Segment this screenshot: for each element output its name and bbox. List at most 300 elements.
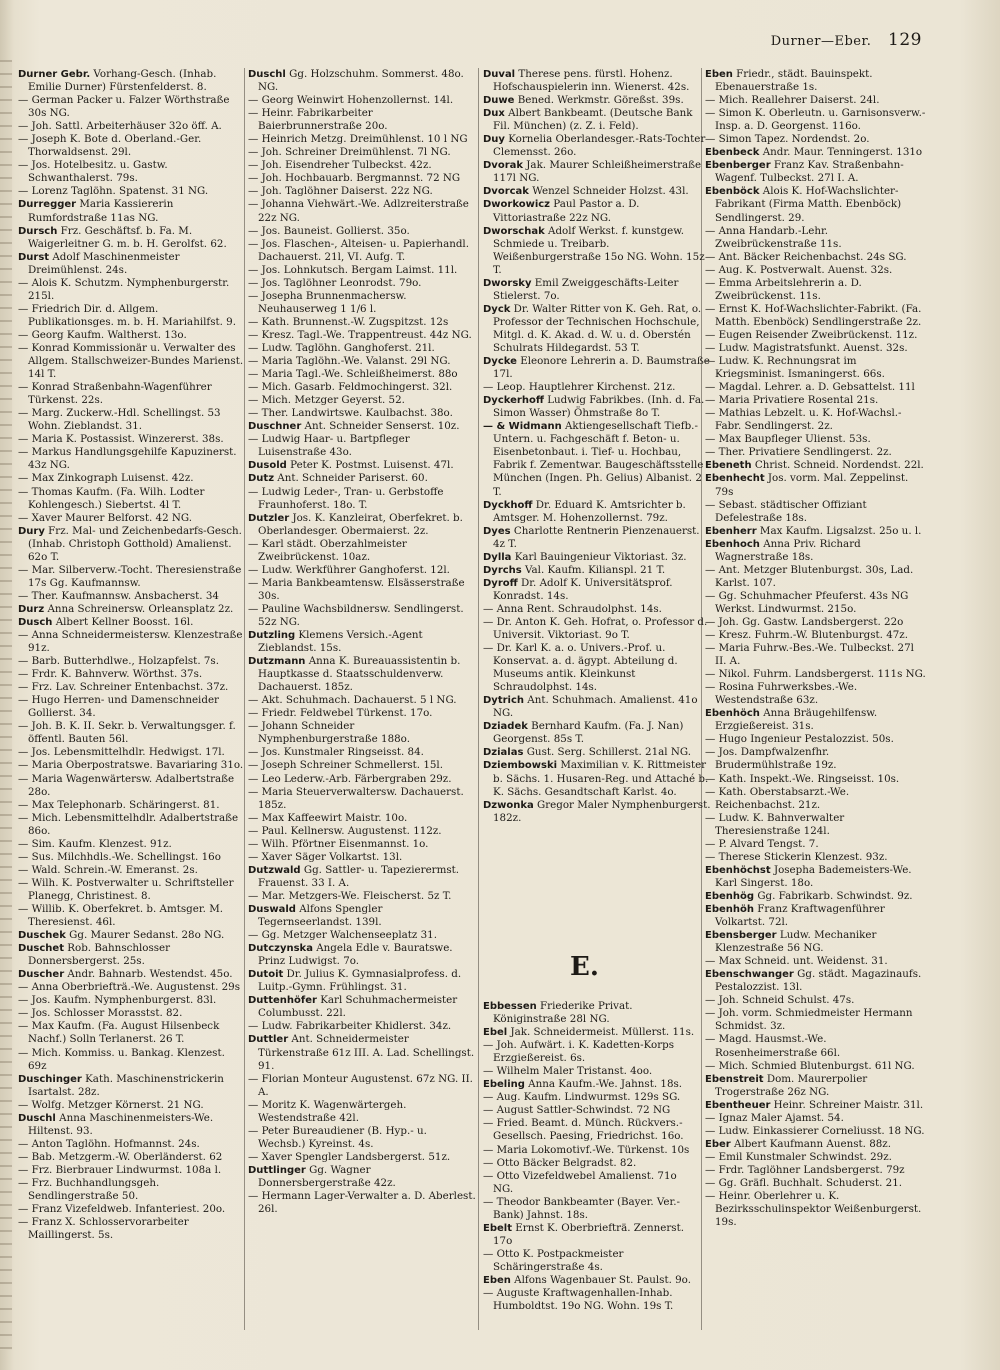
directory-entry [18, 1007, 246, 1020]
entry-details: — Thomas Kaufm. (Fa. Wilh. Lodter Kohlengesch.) Siebertst. 4l T. [18, 485, 205, 511]
entry-details: Karl Bauingenieur Viktoriast. 3z. [511, 550, 687, 563]
entry-surname: Dylla [483, 551, 512, 563]
entry-details: — Moritz K. Wagenwärtergeh. Westendstraße 42l. [248, 1098, 407, 1124]
directory-entry [18, 746, 246, 759]
directory-entry [705, 616, 927, 629]
entry-surname: Dutzwald [248, 864, 301, 876]
entry-surname: Ebenherr [705, 525, 757, 537]
running-head: Durner—Eber. [770, 34, 872, 49]
directory-entry [18, 668, 246, 681]
directory-entry [248, 1125, 476, 1151]
directory-entry [705, 1125, 927, 1138]
entry-details: — Mathias Lebzelt. u. K. Hof-Wachsl.-Fabr. Sendlingerst. 2z. [705, 407, 902, 433]
entry-details: — Kresz. Fuhrm.-W. Blutenburgst. 47z. [705, 629, 909, 642]
entry-details: Gg. Wagner Donnersbergerstraße 42z. [258, 1163, 396, 1189]
entry-details: — Hugo Ingenieur Pestalozzist. 50s. [705, 733, 894, 746]
directory-entry [18, 1047, 246, 1073]
column-rule [478, 68, 479, 1330]
entry-surname: Dyes [483, 525, 511, 537]
entry-details: — Frz. Lav. Schreiner Entenbachst. 37z. [18, 681, 229, 694]
entry-details: — Frz. Buchhandlungsgeh. Sendlingerstraße 50. [18, 1176, 160, 1203]
entry-details: Klemens Versich.-Agent Zieblandst. 15s. [258, 629, 423, 655]
entry-surname: Ebenschwanger [705, 969, 794, 981]
entry-details: — Dr. Karl K. a. o. Univers.-Prof. u. Konservat. a. d. ägypt. Abteilung d. Museums antik. Kleinkunst Schraudolphst. 14s. [483, 642, 678, 694]
directory-entry [248, 629, 476, 655]
entry-surname: — & Widmann [483, 421, 562, 433]
entry-details: — Mich. Gasarb. Feldmochingerst. 32l. [248, 381, 453, 394]
entry-details: Franz Kraftwagenführer Volkartst. 72l. [715, 903, 885, 929]
directory-entry [705, 329, 927, 342]
entry-details: — Barb. Butterhdlwe., Holzapfelst. 7s. [18, 655, 219, 668]
entry-surname: Duschinger [18, 1073, 82, 1085]
entry-details: — Jos. Hotelbesitz. u. Gastw. Schwanthalerst. 79s. [18, 159, 168, 185]
entry-details: — Pauline Wachsbildnersw. Sendlingerst. 52z NG. [248, 602, 464, 628]
directory-entry [18, 486, 246, 512]
entry-details: Jak. Schneidermeist. Müllerst. 11s. [507, 1026, 695, 1039]
directory-entry [705, 668, 927, 681]
directory-entry [18, 1216, 246, 1242]
directory-entry [483, 616, 711, 642]
entry-details: — Auguste Kraftwagenhallen-Inhab. Humboldtst. 19o NG. Wohn. 19s T. [483, 1287, 674, 1313]
directory-entry [705, 407, 927, 433]
entry-details: — Maria Fuhrw.-Bes.-We. Tulbeckst. 27l II. A. [705, 642, 914, 668]
directory-entry [483, 185, 711, 198]
entry-surname: Dux [483, 108, 505, 120]
entry-details: — Ludw. Werkführer Ganghoferst. 12l. [248, 563, 450, 576]
directory-entry [705, 146, 927, 159]
section-heading-e: E. [570, 952, 599, 982]
entry-details: — Nikol. Fuhrm. Landsbergerst. 111s NG. [705, 668, 926, 681]
entry-surname: Ebenhöchst [705, 864, 771, 876]
directory-entry [705, 629, 927, 642]
entry-details: — Ther. Landwirtswe. Kaulbachst. 38o. [248, 407, 453, 420]
entry-details: — Ludw. Taglöhn. Ganghoferst. 21l. [248, 341, 435, 354]
entry-surname: Dury [18, 525, 45, 537]
directory-entry [705, 1007, 927, 1033]
entry-details: Dr. Julius K. Gymnasialprofess. d. Luitp.-Gymn. Frühlingst. 31. [258, 968, 462, 994]
entry-details: — Ludw. Einkassierer Corneliusst. 18 NG. [705, 1124, 925, 1137]
directory-entry [705, 681, 927, 707]
entry-details: Alois K. Hof-Wachslichter-Fabrikant (Firma Matth. Ebenböck) Sendlingerst. 29. [715, 185, 902, 224]
entry-details: — Jos. Schlosser Morasstst. 82. [18, 1007, 183, 1020]
entry-details: Anna Bräugehilfensw. Erzgießereist. 31s. [715, 707, 878, 733]
entry-details: — Otto Vizefeldwebel Amalienst. 71o NG. [483, 1169, 677, 1195]
directory-entry [483, 94, 711, 107]
entry-details: — Friedrich Dir. d. Allgem. Publikationsges. m. b. H. Mariahilfst. 9. [18, 302, 237, 328]
entry-details: — Maria Bankbeamtensw. Elsässerstraße 30s. [248, 576, 465, 602]
entry-details: Gg. Fabrikarb. Schwindst. 9z. [754, 889, 913, 902]
entry-surname: Duval [483, 69, 516, 80]
entry-surname: Duttenhöfer [248, 995, 317, 1007]
directory-entry [18, 694, 246, 720]
entry-surname: Ebenhöch [705, 708, 760, 720]
directory-entry [705, 538, 927, 564]
entry-details: — Jos. Taglöhner Leonrodst. 79o. [248, 276, 422, 289]
directory-entry [705, 955, 927, 968]
directory-entry [483, 133, 711, 159]
directory-entry [483, 642, 711, 694]
entry-surname: Dvorak [483, 160, 524, 172]
column-4 [705, 68, 927, 1229]
directory-entry [705, 1177, 927, 1190]
entry-details: — Lorenz Taglöhn. Spatenst. 31 NG. [18, 185, 209, 198]
entry-details: — Hugo Herren- und Damenschneider Gollierst. 34. [18, 694, 219, 720]
entry-details: Eleonore Lehrerin a. D. Baumstraße 17l. [493, 355, 710, 381]
entry-details: — Ludwig Leder-, Tran- u. Gerbstoffe Fraunhoferst. 18o. T. [248, 485, 444, 511]
entry-details: — Gg. Gräfl. Buchhalt. Schuderst. 21. [705, 1176, 903, 1189]
entry-details: — Therese Stickerin Klenzest. 93z. [705, 850, 888, 863]
directory-entry [248, 342, 476, 355]
entry-surname: Duwe [483, 95, 515, 107]
directory-entry [248, 1190, 476, 1216]
directory-entry [18, 1112, 246, 1138]
page-number: 129 [888, 30, 922, 50]
entry-details: — Mich. Reallehrer Daiserst. 24l. [705, 94, 880, 107]
directory-entry [705, 968, 927, 994]
directory-entry [248, 890, 476, 903]
directory-entry [18, 616, 246, 629]
directory-entry [18, 277, 246, 303]
entry-details: — Konrad Straßenbahn-Wagenführer Türkenst. 22s. [18, 381, 212, 407]
entry-details: Franz Kav. Straßenbahn-Wagenf. Tulbeckst. 27l I. A. [715, 159, 904, 185]
entry-details: — Otto Bäcker Belgradst. 82. [483, 1156, 637, 1169]
entry-details: — German Packer u. Falzer Wörthstraße 30s NG. [18, 94, 230, 120]
entry-details: — Magdal. Lehrer. a. D. Gebsattelst. 11l [705, 381, 915, 394]
directory-entry [705, 94, 927, 107]
entry-details: — Max Zinkograph Luisenst. 42z. [18, 472, 194, 485]
entry-details: — Kresz. Tagl.-We. Trappentreust. 44z NG. [248, 328, 472, 341]
directory-entry [18, 303, 246, 329]
column-3 [483, 68, 711, 825]
directory-entry [248, 459, 476, 472]
entry-details: — Joseph Schreiner Schmellerst. 15l. [248, 759, 444, 772]
entry-surname: Ebenhecht [705, 473, 765, 485]
directory-entry [18, 225, 246, 251]
entry-details: — Alois K. Schutzm. Nymphenburgerstr. 215l. [18, 276, 230, 302]
directory-entry [18, 812, 246, 838]
directory-entry [18, 799, 246, 812]
entry-details: — Ant. Bäcker Reichenbachst. 24s SG. [705, 250, 907, 263]
directory-entry [483, 303, 711, 355]
directory-entry [248, 94, 476, 107]
directory-entry [18, 433, 246, 446]
entry-surname: Ebeneth [705, 460, 752, 472]
directory-entry [248, 277, 476, 290]
directory-entry [248, 68, 476, 94]
entry-details: — Ludw. Fabrikarbeiter Khidlerst. 34z. [248, 1020, 452, 1033]
directory-entry [705, 1164, 927, 1177]
entry-details: — Jos. Lohnkutsch. Bergam Laimst. 11l. [248, 263, 458, 276]
entry-details: Anna Maschinenmeisters-We. Hiltenst. 93. [28, 1111, 214, 1137]
entry-details: — Heinrich Metzg. Dreimühlenst. 10 l NG [248, 133, 468, 146]
entry-details: — Anna Handarb.-Lehr. Zweibrückenstraße 11s. [705, 224, 842, 250]
directory-entry [248, 133, 476, 146]
entry-surname: Durner Gebr. [18, 69, 91, 80]
directory-entry [705, 303, 927, 329]
directory-entry [18, 159, 246, 185]
entry-surname: Eber [705, 1138, 731, 1150]
entry-details: — Max Schneid. unt. Weidenst. 31. [705, 955, 888, 968]
entry-details: Anna Priv. Richard Wagnerstraße 18s. [715, 537, 861, 563]
directory-entry [705, 185, 927, 224]
entry-details: — Heinr. Fabrikarbeiter Baierbrunnerstraße 20o. [248, 107, 388, 133]
entry-surname: Dusold [248, 460, 287, 472]
directory-entry [248, 1164, 476, 1190]
entry-surname: Ebenhög [705, 890, 755, 902]
directory-entry [18, 1203, 246, 1216]
entry-surname: Ebensberger [705, 930, 777, 942]
directory-entry [483, 159, 711, 185]
entry-surname: Dzwonka [483, 799, 534, 811]
directory-entry [248, 316, 476, 329]
entry-details: Dr. Eduard K. Amtsrichter b. Amtsger. M. Hohenzollernst. 79z. [493, 498, 686, 524]
directory-entry [248, 172, 476, 185]
entry-details: — Frdr. Taglöhner Landsbergerst. 79z [705, 1163, 905, 1176]
directory-entry [18, 251, 246, 277]
entry-details: — Max Baupfleger Ulienst. 53s. [705, 433, 871, 446]
directory-entry [18, 381, 246, 407]
entry-details: — Joh. Eisendreher Tulbeckst. 42z. [248, 159, 432, 172]
entry-surname: Dvorcak [483, 186, 529, 198]
entry-details: Karl Schuhmachermeister Columbusst. 22l. [258, 994, 458, 1020]
directory-entry [705, 342, 927, 355]
entry-details: — Kath. Oberstabsarzt.-We. Reichenbachst. 21z. [705, 785, 850, 811]
directory-entry [248, 1020, 476, 1033]
directory-entry [483, 225, 711, 277]
directory-entry [18, 120, 246, 133]
entry-surname: Ebbessen [483, 1001, 537, 1012]
entry-details: — Johann Schneider Nymphenburgerstraße 188o. [248, 720, 410, 746]
directory-entry [18, 1099, 246, 1112]
directory-entry [18, 1073, 246, 1099]
entry-details: — Peter Bureaudiener (B. Hyp.- u. Wechsb.) Kyreinst. 4s. [248, 1124, 427, 1150]
directory-entry [248, 1099, 476, 1125]
entry-details: — Sebast. städtischer Offiziant Defelestraße 18s. [705, 498, 867, 524]
entry-details: Kornelia Oberlandesger.-Rats-Tochter Clemensst. 26o. [493, 133, 706, 159]
entry-surname: Dusch [18, 616, 53, 628]
directory-entry [18, 198, 246, 224]
entry-details: — Franz X. Schlosservorarbeiter Maillingerst. 5s. [18, 1216, 189, 1242]
directory-entry [248, 720, 476, 746]
directory-entry [705, 355, 927, 381]
entry-surname: Dziadek [483, 721, 528, 733]
entry-details: — Maria Tagl.-We. Schleißheimerst. 88o [248, 368, 458, 381]
entry-details: — Frdr. K. Bahnverw. Wörthst. 37s. [18, 668, 203, 681]
directory-entry [18, 981, 246, 994]
directory-entry [248, 968, 476, 994]
directory-entry [248, 159, 476, 172]
entry-details: — Joh. Gg. Gastw. Landsbergerst. 22o [705, 615, 904, 628]
directory-entry [705, 903, 927, 929]
entry-details: Josepha Bademeisters-We. Karl Singerst. 18o. [715, 863, 912, 889]
entry-surname: Ebeling [483, 1079, 525, 1091]
entry-details: — Kath. Brunnenst.-W. Zugspitzst. 12s [248, 315, 449, 328]
entry-surname: Dyckhoff [483, 499, 533, 511]
directory-entry [18, 603, 246, 616]
entry-details: Friederike Privat. Königinstraße 28l NG. [493, 1000, 633, 1026]
entry-details: — Marg. Zuckerw.-Hdl. Schellingst. 53 Wohn. Zieblandst. 31. [18, 407, 221, 433]
entry-details: Maria Kassiererin Rumfordstraße 11as NG. [28, 198, 174, 224]
entry-details: Albert Kaufmann Auenst. 88z. [730, 1137, 891, 1150]
entry-details: Adolf Maschinenmeister Dreimühlenst. 24s. [28, 250, 180, 276]
entry-details: — Mich. Lebensmittelhdlr. Adalbertstraße 86o. [18, 811, 239, 837]
entry-details: Dr. Adolf K. Universitätsprof. Konradst. 14s. [493, 576, 673, 602]
directory-entry [18, 525, 246, 564]
entry-details: Christ. Schneid. Nordendst. 22l. [751, 459, 924, 472]
entry-surname: Dutzmann [248, 656, 306, 668]
entry-details: — Wilhelm Maler Tristanst. 4oo. [483, 1065, 653, 1078]
entry-details: Ant. Schuhmach. Amalienst. 41o NG. [493, 694, 698, 720]
directory-entry [248, 903, 476, 929]
directory-entry [483, 1104, 698, 1117]
entry-details: Wenzel Schneider Holzst. 43l. [528, 185, 689, 198]
directory-entry [705, 1151, 927, 1164]
entry-details: Maximilian v. K. Rittmeister b. Sächs. 1. Husaren-Reg. und Attaché b. K. Sächs. Gesandtschaft Karlst. 4o. [493, 759, 709, 798]
entry-details: Andr. Maur. Tenningerst. 131o [759, 146, 923, 159]
entry-details: — Emma Arbeitslehrerin a. D. Zweibrückenst. 11s. [705, 276, 862, 302]
entry-details: — Hermann Lager-Verwalter a. D. Aberlest. 26l. [248, 1190, 476, 1216]
directory-entry [705, 838, 927, 851]
directory-entry [483, 759, 711, 798]
directory-entry [483, 1065, 698, 1078]
directory-entry [248, 146, 476, 159]
entry-details: — Joh. B. K. II. Sekr. b. Verwaltungsger. f. öffentl. Bauten 56l. [18, 720, 236, 746]
binding-edge [0, 60, 12, 1350]
entry-surname: Ebentheuer [705, 1099, 771, 1111]
entry-surname: Duttlinger [248, 1164, 306, 1176]
directory-entry [18, 94, 246, 120]
directory-entry [705, 472, 927, 498]
directory-entry [483, 394, 711, 420]
entry-details: — Ludw. Magistratsfunkt. Auenst. 32s. [705, 341, 908, 354]
entry-details: — Karl städt. Oberzahlmeister Zweibrückenst. 10az. [248, 537, 407, 563]
entry-details: — Joh. Taglöhner Daiserst. 22z NG. [248, 185, 433, 198]
directory-entry [705, 107, 927, 133]
directory-entry [248, 773, 476, 786]
directory-entry [248, 433, 476, 459]
entry-details: Andr. Bahnarb. Westendst. 45o. [64, 968, 233, 981]
directory-entry [248, 381, 476, 394]
entry-surname: Dutczynska [248, 943, 313, 955]
directory-entry [18, 903, 246, 929]
directory-entry [483, 198, 711, 224]
entry-details: Gg. Holzschuhm. Sommerst. 48o. NG. [258, 68, 464, 94]
directory-entry [248, 707, 476, 720]
directory-entry [18, 564, 246, 590]
entry-surname: Duschner [248, 421, 302, 433]
entry-details: — Frz. Bierbrauer Lindwurmst. 108a l. [18, 1163, 222, 1176]
entry-details: Charlotte Rentnerin Pienzenauerst. 4z T. [493, 524, 700, 550]
directory-entry [483, 603, 711, 616]
directory-entry [705, 499, 927, 525]
entry-details: Bernhard Kaufm. (Fa. J. Nan) Georgenst. 85s T. [493, 720, 684, 746]
directory-entry [483, 1117, 698, 1143]
entry-details: Jos. K. Kanzleirat, Oberfekret. b. Oberlandesger. Obermaierst. 2z. [258, 511, 463, 537]
entry-surname: Dutz [248, 473, 275, 485]
entry-details: — Georg Weinwirt Hohenzollernst. 14l. [248, 94, 454, 107]
entry-details: Heinr. Schreiner Maistr. 31l. [770, 1098, 924, 1111]
entry-details: — Sus. Milchhdls.-We. Schellingst. 16o [18, 850, 221, 863]
directory-entry [18, 185, 246, 198]
entry-details: Gg. Sattler- u. Tapezierermst. Frauenst. 33 I. A. [258, 863, 460, 889]
directory-entry [18, 1177, 246, 1203]
directory-entry [705, 1138, 927, 1151]
directory-entry [483, 107, 711, 133]
directory-entry [705, 159, 927, 185]
entry-details: Bened. Werkmstr. Göreßst. 39s. [514, 94, 684, 107]
entry-details: Val. Kaufm. Kilianspl. 21 T. [521, 563, 666, 576]
directory-entry [248, 694, 476, 707]
entry-details: — Bab. Metzgerm.-W. Oberländerst. 62 [18, 1150, 223, 1163]
directory-entry [18, 590, 246, 603]
directory-entry [18, 329, 246, 342]
entry-details: Frz. Geschäftsf. b. Fa. M. Waigerleitner G. m. b. H. Gerolfst. 62. [28, 224, 227, 250]
directory-entry [248, 355, 476, 368]
directory-entry [248, 394, 476, 407]
section-e-entries [483, 1000, 698, 1313]
entry-details: — Ther. Kaufmannsw. Ansbacherst. 34 [18, 589, 219, 602]
directory-entry [248, 238, 476, 264]
entry-details: — Wilh. Pförtner Eisenmannst. 1o. [248, 837, 429, 850]
entry-details: Dr. Walter Ritter von K. Geh. Rat, o. Professor der Technischen Hochschule, Mitgl. d. K. Akad. d. W. u. d. Oberstén Schulrats Hildegardst. 53 T. [493, 302, 702, 354]
directory-entry [18, 720, 246, 746]
entry-details: — Maria Taglöhn.-We. Valanst. 29l NG. [248, 355, 451, 368]
directory-entry [248, 786, 476, 812]
entry-details: — Anna Schneidermeistersw. Klenzestraße 91z. [18, 629, 243, 655]
directory-entry [705, 812, 927, 838]
directory-entry [248, 225, 476, 238]
directory-entry [705, 277, 927, 303]
directory-entry [18, 773, 246, 799]
entry-details: — Ther. Privatiere Sendlingerst. 2z. [705, 446, 892, 459]
entry-details: Ludwig Fabrikbes. (Inh. d. Fa. Simon Wasser) Öhmstraße 8o T. [493, 394, 705, 420]
directory-entry [18, 759, 246, 772]
entry-surname: Dutoit [248, 969, 284, 981]
entry-details: Gust. Serg. Schillerst. 21al NG. [523, 746, 692, 759]
entry-surname: Eben [705, 69, 733, 80]
entry-details: — Maria Oberpostratswe. Bavariaring 31o. [18, 759, 244, 772]
directory-entry [248, 1073, 476, 1099]
directory-entry [483, 746, 711, 759]
directory-entry [248, 185, 476, 198]
entry-details: Anna Schreinersw. Orleansplatz 2z. [44, 602, 234, 615]
directory-entry [705, 564, 927, 590]
directory-entry [483, 564, 711, 577]
entry-details: Paul Pastor a. D. Vittoriastraße 22z NG. [493, 198, 640, 224]
entry-details: Aktiengesellschaft Tiefb.-Untern. u. Fachgeschäft f. Beton- u. Eisenbetonbaut. i. Tief- u. Hochbau, Fabrik f. Zementwar. Baugeschäftsstelle München (Ingen. Ph. Gelius) Albanist. 2 T. [493, 420, 704, 498]
entry-details: — Leo Lederw.-Arb. Färbergraben 29z. [248, 772, 452, 785]
entry-surname: Duscher [18, 969, 65, 981]
entry-details: — Joh. Schreiner Dreimühlenst. 7l NG. [248, 146, 451, 159]
entry-details: — Jos. Lebensmittelhdlr. Hedwigst. 17l. [18, 746, 225, 759]
entry-details: — Joh. Schneid Schulst. 47s. [705, 994, 855, 1007]
directory-entry [18, 942, 246, 968]
entry-details: — Magd. Hausmst.-We. Rosenheimerstraße 66l. [705, 1033, 841, 1059]
entry-surname: Eben [483, 1274, 511, 1286]
directory-entry [18, 472, 246, 485]
entry-surname: Dyck [483, 303, 511, 315]
entry-details: — Mich. Kommiss. u. Bankag. Klenzest. 69z [18, 1046, 225, 1072]
entry-details: — Jos. Bauneist. Gollierst. 35o. [248, 224, 410, 237]
directory-entry [248, 368, 476, 381]
entry-details: — Joh. Aufwärt. i. K. Kadetten-Korps Erzgießereist. 6s. [483, 1039, 675, 1065]
entry-details: Rob. Bahnschlosser Donnersbergerst. 25s. [28, 942, 171, 968]
directory-entry [705, 733, 927, 746]
entry-details: Alfons Wagenbauer St. Paulst. 9o. [510, 1273, 691, 1286]
entry-details: Adolf Werkst. f. kunstgew. Schmiede u. Treibarb. Weißenburgerstraße 15o NG. Wohn. 15z T. [493, 224, 705, 276]
directory-entry [705, 1190, 927, 1229]
entry-details: — Mich. Metzger Geyerst. 52. [248, 394, 405, 407]
